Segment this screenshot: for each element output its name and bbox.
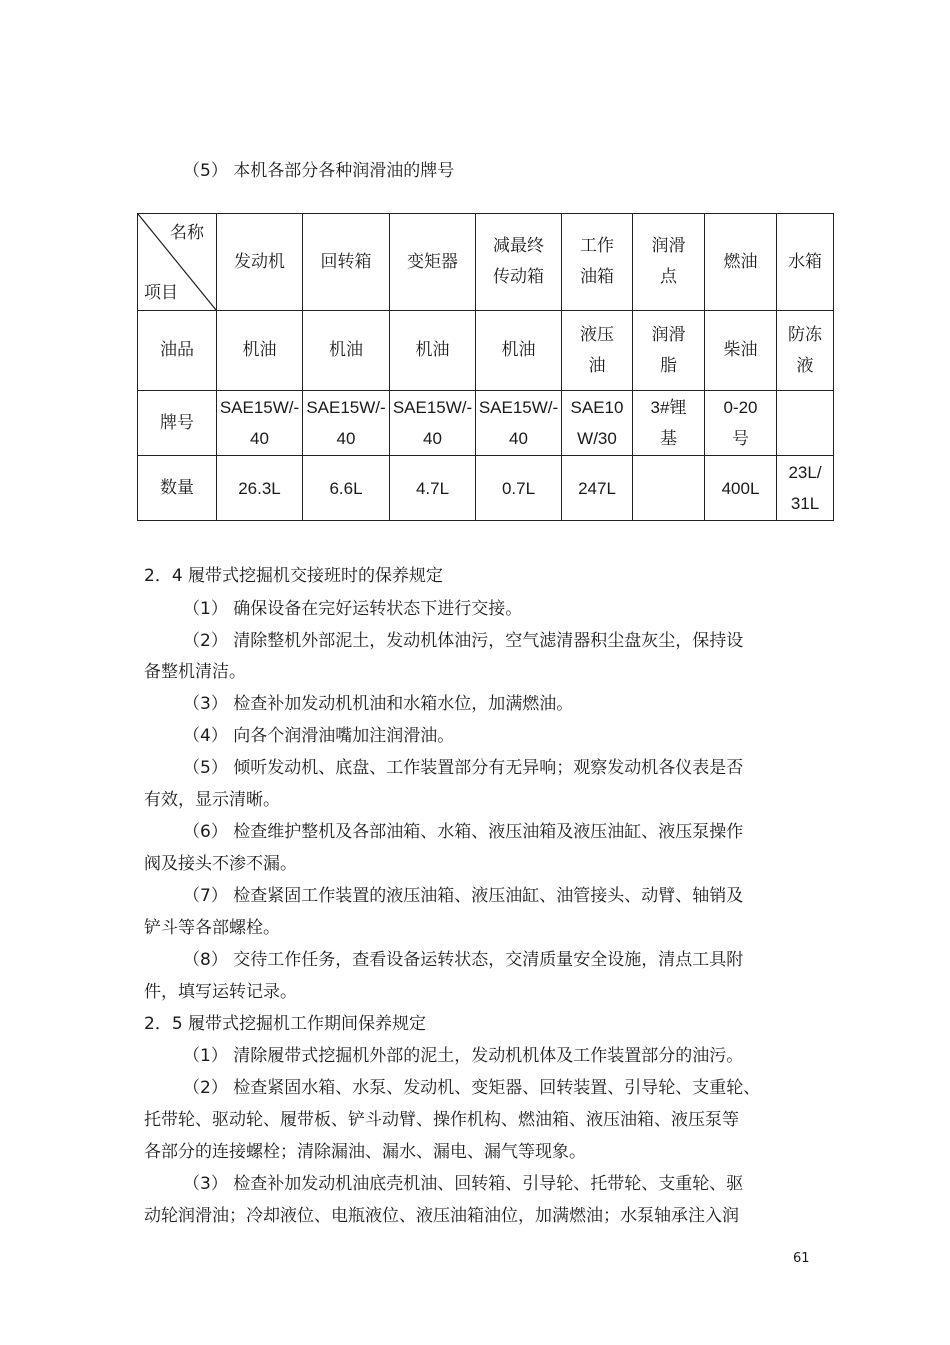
section-heading-2-4: 2．4 履带式挖掘机交接班时的保养规定 [144,566,444,586]
page-number: 61 [793,1251,810,1266]
column-header: 回转箱 [303,214,390,311]
table-cell: 3#锂基 [633,391,705,456]
paragraph-line: （8） 交待工作任务，查看设备运转状态，交清质量安全设施，清点工具附 [183,950,744,970]
row-label: 数量 [138,456,217,521]
table-cell: 0.7L [476,456,562,521]
paragraph-line: （3） 检查补加发动机机油和水箱水位，加满燃油。 [183,694,574,714]
corner-label-name: 名称 [170,223,204,243]
paragraph-line: （5） 倾听发动机、底盘、工作装置部分有无异响；观察发动机各仪表是否 [183,758,744,778]
paragraph-line: 有效，显示清晰。 [144,790,280,810]
table-cell: SAE10W/30 [562,391,633,456]
paragraph-line: 动轮润滑油；冷却液位、电瓶液位、液压油箱油位，加满燃油；水泵轴承注入润 [144,1206,739,1226]
table-cell: 防冻液 [777,311,834,391]
table-cell: 26.3L [217,456,303,521]
table-cell: SAE15W/-40 [476,391,562,456]
table-cell: 润滑脂 [633,311,705,391]
paragraph-line: 铲斗等各部螺栓。 [144,918,280,938]
table-header-row [138,214,834,311]
column-header: 工作油箱 [562,214,633,311]
paragraph-line: （2） 检查紧固水箱、水泵、发动机、变矩器、回转装置、引导轮、支重轮、 [183,1078,761,1098]
table-cell: SAE15W/-40 [303,391,390,456]
column-header: 变矩器 [390,214,476,311]
column-header: 润滑点 [633,214,705,311]
table-cell: 机油 [390,311,476,391]
column-header: 燃油 [705,214,777,311]
table-cell: 4.7L [390,456,476,521]
table-cell: 机油 [217,311,303,391]
column-header: 水箱 [777,214,834,311]
paragraph-line: 件，填写运转记录。 [144,982,297,1002]
paragraph-line: 阀及接头不渗不漏。 [144,854,297,874]
section-heading-2-5: 2．5 履带式挖掘机工作期间保养规定 [144,1014,427,1034]
table-cell: 柴油 [705,311,777,391]
table-row [138,456,834,521]
column-header: 减最终传动箱 [476,214,562,311]
paragraph-line: （3） 检查补加发动机油底壳机油、回转箱、引导轮、托带轮、支重轮、驱 [183,1174,744,1194]
table-cell: SAE15W/-40 [217,391,303,456]
corner-label-item: 项目 [144,283,178,303]
diagonal-header-cell [138,214,217,311]
paragraph-line: 各部分的连接螺栓；清除漏油、漏水、漏电、漏气等现象。 [144,1142,586,1162]
paragraph-line: （1） 清除履带式挖掘机外部的泥土，发动机机体及工作装置部分的油污。 [183,1046,744,1066]
table-cell [633,456,705,521]
paragraph-line: （4） 向各个润滑油嘴加注润滑油。 [183,726,455,746]
table-row [138,311,834,391]
table-cell: 6.6L [303,456,390,521]
table-cell: 机油 [476,311,562,391]
table-cell: SAE15W/-40 [390,391,476,456]
lubricant-table [137,213,834,521]
table-cell: 机油 [303,311,390,391]
paragraph-line: （7） 检查紧固工作装置的液压油箱、液压油缸、油管接头、动臂、轴销及 [183,886,744,906]
paragraph-line: （1） 确保设备在完好运转状态下进行交接。 [183,599,523,619]
column-header: 发动机 [217,214,303,311]
table-row [138,391,834,456]
row-label: 牌号 [138,391,217,456]
paragraph-line: （6） 检查维护整机及各部油箱、水箱、液压油箱及液压油缸、液压泵操作 [183,822,744,842]
paragraph-line: 托带轮、驱动轮、履带板、铲斗动臂、操作机构、燃油箱、液压油箱、液压泵等 [144,1110,739,1130]
table-cell: 液压油 [562,311,633,391]
row-label: 油品 [138,311,217,391]
paragraph-line: （2） 清除整机外部泥土，发动机体油污，空气滤清器积尘盘灰尘，保持设 [183,631,744,651]
paragraph-line: 备整机清洁。 [144,662,246,682]
table-cell: 23L/31L [777,456,834,521]
table-cell: 400L [705,456,777,521]
table-caption: （5） 本机各部分各种润滑油的牌号 [183,161,455,181]
table-cell: 247L [562,456,633,521]
table-cell [777,391,834,456]
table-cell: 0-20号 [705,391,777,456]
